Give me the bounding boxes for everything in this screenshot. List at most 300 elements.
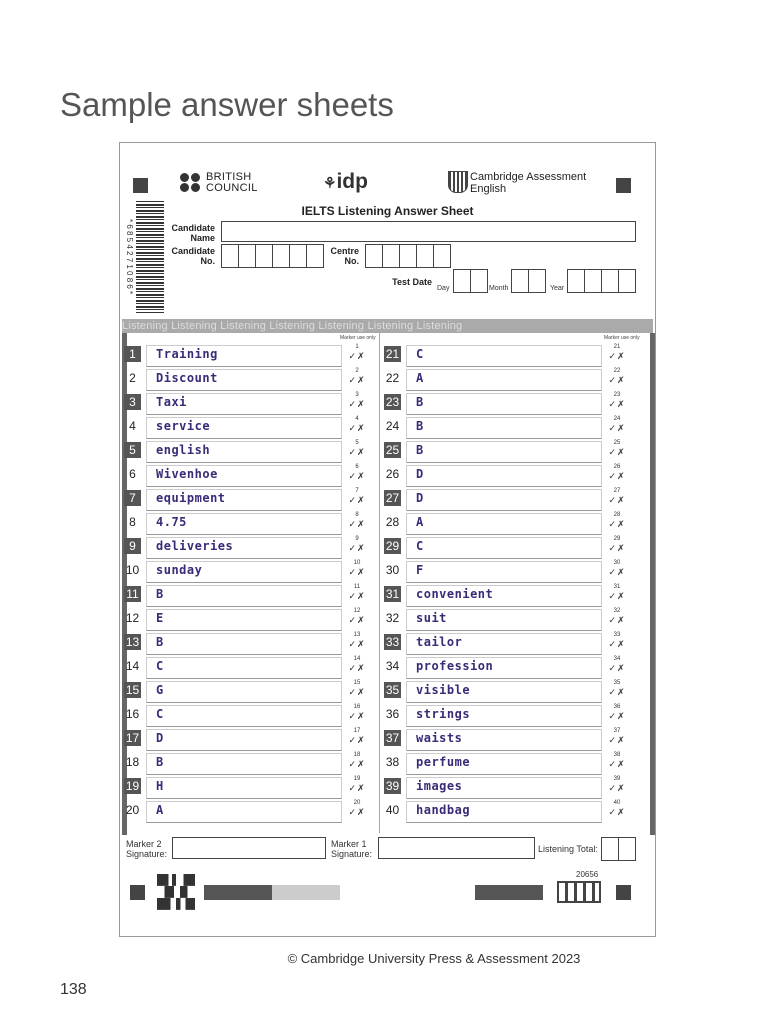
marker-number: 34 bbox=[613, 656, 621, 662]
question-number: 20 bbox=[125, 803, 140, 817]
handwritten-answer: B bbox=[156, 755, 164, 769]
form-code: 20656 bbox=[576, 870, 599, 879]
answer-row bbox=[124, 775, 374, 799]
answer-row bbox=[384, 391, 634, 415]
tick-cross-icon: ✓✗ bbox=[348, 495, 366, 505]
answer-row bbox=[384, 343, 634, 367]
tick-cross-icon: ✓✗ bbox=[348, 471, 366, 481]
answer-row bbox=[124, 751, 374, 775]
marker-box[interactable] bbox=[345, 800, 369, 822]
marker-box[interactable] bbox=[345, 344, 369, 366]
marker-number: 21 bbox=[613, 344, 621, 350]
barcode-number: * 6 8 5 4 2 7 1 0 8 6 * bbox=[125, 219, 134, 295]
marker-number: 40 bbox=[613, 800, 621, 806]
question-number: 16 bbox=[125, 707, 140, 721]
marker-box[interactable] bbox=[605, 800, 629, 822]
answer-row bbox=[124, 631, 374, 655]
marker-box[interactable] bbox=[605, 584, 629, 606]
handwritten-answer: B bbox=[416, 443, 424, 457]
answer-field[interactable] bbox=[146, 657, 342, 679]
question-number: 5 bbox=[124, 442, 141, 458]
question-number: 15 bbox=[125, 683, 140, 697]
answer-field[interactable] bbox=[146, 729, 342, 751]
candidate-name-field[interactable] bbox=[221, 221, 636, 242]
question-number: 31 bbox=[385, 587, 400, 601]
tick-cross-icon: ✓✗ bbox=[348, 351, 366, 361]
answer-row bbox=[384, 511, 634, 535]
marker-box[interactable] bbox=[345, 464, 369, 486]
answer-row bbox=[124, 511, 374, 535]
tick-cross-icon: ✓✗ bbox=[348, 375, 366, 385]
answer-row bbox=[384, 463, 634, 487]
corner-marker-top-right bbox=[616, 178, 631, 193]
answer-field[interactable] bbox=[406, 417, 602, 439]
answer-row bbox=[384, 799, 634, 823]
handwritten-answer: perfume bbox=[416, 755, 471, 769]
answer-row bbox=[124, 487, 374, 511]
question-number: 34 bbox=[385, 659, 400, 673]
tick-cross-icon: ✓✗ bbox=[348, 807, 366, 817]
marker1-label: Marker 1 Signature: bbox=[331, 839, 373, 859]
marker-box[interactable] bbox=[605, 680, 629, 702]
handwritten-answer: B bbox=[416, 419, 424, 433]
marker-number: 6 bbox=[355, 464, 359, 470]
question-number: 6 bbox=[129, 467, 136, 481]
answer-row bbox=[124, 703, 374, 727]
handwritten-answer: C bbox=[416, 347, 424, 361]
question-number: 38 bbox=[385, 755, 400, 769]
marker-number: 26 bbox=[613, 464, 621, 470]
marker-box[interactable] bbox=[605, 464, 629, 486]
answer-row bbox=[384, 559, 634, 583]
marker-box[interactable] bbox=[345, 752, 369, 774]
marker-number: 24 bbox=[613, 416, 621, 422]
right-edge-bar bbox=[650, 333, 655, 835]
answer-field[interactable] bbox=[146, 801, 342, 823]
marker-number: 12 bbox=[353, 608, 361, 614]
marker-number: 8 bbox=[355, 512, 359, 518]
tick-cross-icon: ✓✗ bbox=[608, 375, 626, 385]
answer-field[interactable] bbox=[146, 633, 342, 655]
timing-bar-light bbox=[272, 885, 340, 900]
marker2-signature-field[interactable] bbox=[172, 837, 326, 859]
marker-number: 5 bbox=[355, 440, 359, 446]
tick-cross-icon: ✓✗ bbox=[608, 471, 626, 481]
answer-field[interactable] bbox=[406, 441, 602, 463]
answer-row bbox=[384, 439, 634, 463]
question-number: 3 bbox=[124, 394, 141, 410]
handwritten-answer: H bbox=[156, 779, 164, 793]
marker-number: 32 bbox=[613, 608, 621, 614]
question-number: 40 bbox=[385, 803, 400, 817]
marker-box[interactable] bbox=[605, 416, 629, 438]
handwritten-answer: waists bbox=[416, 731, 463, 745]
tick-cross-icon: ✓✗ bbox=[608, 351, 626, 361]
tick-cross-icon: ✓✗ bbox=[608, 639, 626, 649]
marker-box[interactable] bbox=[345, 728, 369, 750]
marker-number: 39 bbox=[613, 776, 621, 782]
marker-box[interactable] bbox=[345, 488, 369, 510]
answer-row bbox=[124, 727, 374, 751]
marker-box[interactable] bbox=[605, 512, 629, 534]
answer-field[interactable] bbox=[406, 513, 602, 535]
handwritten-answer: tailor bbox=[416, 635, 463, 649]
question-number: 30 bbox=[385, 563, 400, 577]
question-number: 26 bbox=[385, 467, 400, 481]
marker-number: 18 bbox=[353, 752, 361, 758]
answer-row bbox=[384, 655, 634, 679]
tick-cross-icon: ✓✗ bbox=[348, 639, 366, 649]
marker-box[interactable] bbox=[345, 632, 369, 654]
question-number: 4 bbox=[129, 419, 136, 433]
answer-row bbox=[384, 583, 634, 607]
candidate-no-label: Candidate No. bbox=[171, 246, 215, 266]
answer-field[interactable] bbox=[406, 369, 602, 391]
marker-number: 13 bbox=[353, 632, 361, 638]
marker-box[interactable] bbox=[345, 680, 369, 702]
timing-bar-dark bbox=[204, 885, 272, 900]
tick-cross-icon: ✓✗ bbox=[608, 495, 626, 505]
handwritten-answer: B bbox=[416, 395, 424, 409]
handwritten-answer: Training bbox=[156, 347, 218, 361]
handwritten-answer: profession bbox=[416, 659, 494, 673]
marker-number: 20 bbox=[353, 800, 361, 806]
marker-box[interactable] bbox=[345, 368, 369, 390]
corner-marker-bottom-left bbox=[130, 885, 145, 900]
answer-row bbox=[384, 679, 634, 703]
answer-row bbox=[384, 751, 634, 775]
question-number: 33 bbox=[385, 635, 400, 649]
handwritten-answer: A bbox=[416, 515, 424, 529]
marker-box[interactable] bbox=[345, 536, 369, 558]
answer-row bbox=[384, 727, 634, 751]
answer-row bbox=[124, 607, 374, 631]
tick-cross-icon: ✓✗ bbox=[608, 399, 626, 409]
tick-cross-icon: ✓✗ bbox=[608, 591, 626, 601]
answer-row bbox=[124, 391, 374, 415]
question-number: 23 bbox=[385, 395, 400, 409]
marker2-label: Marker 2 Signature: bbox=[126, 839, 168, 859]
answer-field[interactable] bbox=[406, 537, 602, 559]
candidate-no-field[interactable] bbox=[221, 244, 324, 268]
marker-number: 7 bbox=[355, 488, 359, 494]
handwritten-answer: 4.75 bbox=[156, 515, 187, 529]
handwritten-answer: A bbox=[416, 371, 424, 385]
answer-field[interactable] bbox=[146, 609, 342, 631]
handwritten-answer: C bbox=[416, 539, 424, 553]
handwritten-answer: sunday bbox=[156, 563, 203, 577]
answer-row bbox=[384, 631, 634, 655]
tick-cross-icon: ✓✗ bbox=[348, 543, 366, 553]
marker-box[interactable] bbox=[605, 392, 629, 414]
tick-cross-icon: ✓✗ bbox=[348, 663, 366, 673]
tick-cross-icon: ✓✗ bbox=[608, 615, 626, 625]
tick-cross-icon: ✓✗ bbox=[348, 687, 366, 697]
tick-cross-icon: ✓✗ bbox=[348, 567, 366, 577]
answer-row bbox=[124, 535, 374, 559]
tick-cross-icon: ✓✗ bbox=[608, 711, 626, 721]
handwritten-answer: D bbox=[416, 467, 424, 481]
answer-field[interactable] bbox=[406, 489, 602, 511]
handwritten-answer: B bbox=[156, 635, 164, 649]
answer-field[interactable] bbox=[406, 561, 602, 583]
tick-cross-icon: ✓✗ bbox=[608, 735, 626, 745]
answer-field[interactable] bbox=[146, 681, 342, 703]
question-number: 12 bbox=[125, 611, 140, 625]
handwritten-answer: B bbox=[156, 587, 164, 601]
answer-field[interactable] bbox=[146, 753, 342, 775]
answer-field[interactable] bbox=[406, 465, 602, 487]
handwritten-answer: D bbox=[416, 491, 424, 505]
marker-box[interactable] bbox=[345, 656, 369, 678]
answer-row bbox=[384, 487, 634, 511]
marker-box[interactable] bbox=[605, 776, 629, 798]
handwritten-answer: images bbox=[416, 779, 463, 793]
marker-number: 10 bbox=[353, 560, 361, 566]
handwritten-answer: G bbox=[156, 683, 164, 697]
question-number: 18 bbox=[125, 755, 140, 769]
tick-cross-icon: ✓✗ bbox=[348, 711, 366, 721]
listening-total-field[interactable] bbox=[601, 837, 636, 861]
marker-box[interactable] bbox=[345, 584, 369, 606]
handwritten-answer: Wivenhoe bbox=[156, 467, 218, 481]
marker-number: 3 bbox=[355, 392, 359, 398]
qr-code-icon bbox=[157, 874, 195, 910]
answer-row bbox=[384, 775, 634, 799]
marker-number: 11 bbox=[353, 584, 361, 590]
answer-row bbox=[124, 559, 374, 583]
marker-box[interactable] bbox=[605, 728, 629, 750]
answer-row bbox=[384, 415, 634, 439]
idp-logo-icon: ⚘ bbox=[323, 175, 337, 192]
answer-field[interactable] bbox=[146, 777, 342, 799]
answer-row bbox=[124, 655, 374, 679]
corner-marker-top-left bbox=[133, 178, 148, 193]
marker1-signature-field[interactable] bbox=[378, 837, 535, 859]
marker-number: 29 bbox=[613, 536, 621, 542]
handwritten-answer: convenient bbox=[416, 587, 494, 601]
year-label: Year bbox=[550, 285, 565, 292]
handwritten-answer: C bbox=[156, 707, 164, 721]
question-number: 21 bbox=[385, 347, 400, 361]
corner-marker-bottom-right bbox=[616, 885, 631, 900]
answer-row bbox=[384, 703, 634, 727]
answer-row bbox=[384, 607, 634, 631]
tick-cross-icon: ✓✗ bbox=[608, 663, 626, 673]
question-number: 19 bbox=[125, 779, 140, 793]
marker-box[interactable] bbox=[605, 608, 629, 630]
tick-cross-icon: ✓✗ bbox=[608, 543, 626, 553]
marker-number: 28 bbox=[613, 512, 621, 518]
tick-cross-icon: ✓✗ bbox=[348, 399, 366, 409]
centre-no-field[interactable] bbox=[365, 244, 451, 268]
handwritten-answer: suit bbox=[416, 611, 447, 625]
handwritten-answer: deliveries bbox=[156, 539, 234, 553]
copyright: © Cambridge University Press & Assessment 2023 bbox=[287, 951, 581, 966]
marker-box[interactable] bbox=[605, 344, 629, 366]
handwritten-answer: Discount bbox=[156, 371, 218, 385]
marker-box[interactable] bbox=[345, 512, 369, 534]
marker-box[interactable] bbox=[605, 632, 629, 654]
tick-cross-icon: ✓✗ bbox=[608, 807, 626, 817]
sheet-title: IELTS Listening Answer Sheet bbox=[301, 204, 474, 218]
tick-cross-icon: ✓✗ bbox=[348, 423, 366, 433]
question-number: 2 bbox=[129, 371, 136, 385]
marker-number: 35 bbox=[613, 680, 621, 686]
question-number: 24 bbox=[385, 419, 400, 433]
marker-box[interactable] bbox=[605, 704, 629, 726]
cambridge-logo: Cambridge Assessment English bbox=[470, 171, 587, 195]
listening-total-label: Listening Total: bbox=[538, 844, 598, 854]
marker-number: 1 bbox=[355, 344, 359, 350]
handwritten-answer: visible bbox=[416, 683, 471, 697]
timing-bar-right bbox=[475, 885, 543, 900]
handwritten-answer: D bbox=[156, 731, 164, 745]
marker-box[interactable] bbox=[605, 368, 629, 390]
marker-box[interactable] bbox=[345, 560, 369, 582]
tick-cross-icon: ✓✗ bbox=[348, 759, 366, 769]
british-council-logo: BRITISH COUNCIL bbox=[206, 171, 258, 194]
question-number: 36 bbox=[385, 707, 400, 721]
marker-box[interactable] bbox=[605, 656, 629, 678]
marker-box[interactable] bbox=[345, 416, 369, 438]
handwritten-answer: service bbox=[156, 419, 211, 433]
test-date-month-field[interactable] bbox=[511, 269, 546, 293]
marker-number: 17 bbox=[353, 728, 361, 734]
idp-logo: ⚘idp bbox=[323, 170, 368, 193]
cambridge-shield-icon bbox=[448, 171, 468, 193]
tick-cross-icon: ✓✗ bbox=[608, 519, 626, 529]
listening-band: Listening Listening Listening Listening Listening Listening Listening bbox=[122, 319, 653, 333]
marker-number: 16 bbox=[353, 704, 361, 710]
handwritten-answer: Taxi bbox=[156, 395, 187, 409]
question-number: 1 bbox=[124, 346, 141, 362]
question-number: 37 bbox=[385, 731, 400, 745]
question-number: 8 bbox=[129, 515, 136, 529]
answer-row bbox=[124, 415, 374, 439]
question-number: 22 bbox=[385, 371, 400, 385]
question-number: 32 bbox=[385, 611, 400, 625]
handwritten-answer: equipment bbox=[156, 491, 226, 505]
answer-row bbox=[124, 463, 374, 487]
marker-number: 27 bbox=[613, 488, 621, 494]
handwritten-answer: A bbox=[156, 803, 164, 817]
question-number: 9 bbox=[124, 538, 141, 554]
marker-number: 25 bbox=[613, 440, 621, 446]
test-date-label: Test Date bbox=[392, 277, 432, 287]
answer-row bbox=[124, 679, 374, 703]
british-council-logo-icon bbox=[180, 173, 202, 193]
tick-cross-icon: ✓✗ bbox=[348, 447, 366, 457]
month-label: Month bbox=[489, 285, 509, 292]
question-number: 13 bbox=[125, 635, 140, 649]
tick-cross-icon: ✓✗ bbox=[608, 567, 626, 577]
candidate-name-label: Candidate Name bbox=[171, 223, 215, 243]
tick-cross-icon: ✓✗ bbox=[348, 615, 366, 625]
marker-use-only-left: Marker use only bbox=[340, 335, 376, 341]
answer-row bbox=[124, 799, 374, 823]
marker-number: 22 bbox=[613, 368, 621, 374]
question-number: 14 bbox=[125, 659, 140, 673]
answer-sheet bbox=[119, 142, 656, 937]
marker-box[interactable] bbox=[605, 536, 629, 558]
marker-number: 9 bbox=[355, 536, 359, 542]
marker-box[interactable] bbox=[605, 488, 629, 510]
test-date-day-field[interactable] bbox=[453, 269, 488, 293]
tick-cross-icon: ✓✗ bbox=[348, 519, 366, 529]
page-title: Sample answer sheets bbox=[60, 86, 394, 123]
centre-no-label: Centre No. bbox=[330, 246, 359, 266]
marker-box[interactable] bbox=[345, 608, 369, 630]
handwritten-answer: E bbox=[156, 611, 164, 625]
marker-number: 4 bbox=[355, 416, 359, 422]
question-number: 7 bbox=[124, 490, 141, 506]
marker-box[interactable] bbox=[605, 440, 629, 462]
question-number: 39 bbox=[385, 779, 400, 793]
marker-number: 37 bbox=[613, 728, 621, 734]
handwritten-answer: C bbox=[156, 659, 164, 673]
answer-row bbox=[124, 343, 374, 367]
tick-cross-icon: ✓✗ bbox=[608, 759, 626, 769]
answer-field[interactable] bbox=[406, 393, 602, 415]
handwritten-answer: english bbox=[156, 443, 211, 457]
marker-number: 30 bbox=[613, 560, 621, 566]
marker-number: 15 bbox=[353, 680, 361, 686]
tick-cross-icon: ✓✗ bbox=[608, 687, 626, 697]
question-number: 25 bbox=[385, 443, 400, 457]
marker-number: 23 bbox=[613, 392, 621, 398]
marker-box[interactable] bbox=[345, 440, 369, 462]
answer-row bbox=[124, 583, 374, 607]
answer-row bbox=[124, 367, 374, 391]
marker-box[interactable] bbox=[345, 704, 369, 726]
marker-use-only-right: Marker use only bbox=[604, 335, 640, 341]
tick-cross-icon: ✓✗ bbox=[608, 783, 626, 793]
handwritten-answer: F bbox=[416, 563, 424, 577]
question-number: 29 bbox=[385, 539, 400, 553]
marker-box[interactable] bbox=[345, 776, 369, 798]
handwritten-answer: handbag bbox=[416, 803, 471, 817]
marker-number: 38 bbox=[613, 752, 621, 758]
marker-number: 33 bbox=[613, 632, 621, 638]
marker-box[interactable] bbox=[605, 560, 629, 582]
answer-row bbox=[384, 367, 634, 391]
marker-number: 31 bbox=[613, 584, 621, 590]
marker-box[interactable] bbox=[605, 752, 629, 774]
marker-box[interactable] bbox=[345, 392, 369, 414]
marker-number: 19 bbox=[353, 776, 361, 782]
column-divider bbox=[379, 333, 380, 833]
handwritten-answer: strings bbox=[416, 707, 471, 721]
answer-field[interactable] bbox=[406, 345, 602, 367]
test-date-year-field[interactable] bbox=[567, 269, 636, 293]
question-number: 27 bbox=[385, 491, 400, 505]
answer-row bbox=[384, 535, 634, 559]
page-number: 138 bbox=[60, 981, 87, 998]
barcode-icon bbox=[136, 201, 164, 313]
question-number: 17 bbox=[125, 731, 140, 745]
marker-number: 2 bbox=[355, 368, 359, 374]
tick-cross-icon: ✓✗ bbox=[348, 591, 366, 601]
answer-field[interactable] bbox=[146, 705, 342, 727]
tick-cross-icon: ✓✗ bbox=[608, 447, 626, 457]
tick-cross-icon: ✓✗ bbox=[348, 735, 366, 745]
question-number: 35 bbox=[385, 683, 400, 697]
question-number: 11 bbox=[124, 586, 141, 602]
answer-field[interactable] bbox=[146, 585, 342, 607]
day-label: Day bbox=[437, 285, 450, 292]
answer-row bbox=[124, 439, 374, 463]
